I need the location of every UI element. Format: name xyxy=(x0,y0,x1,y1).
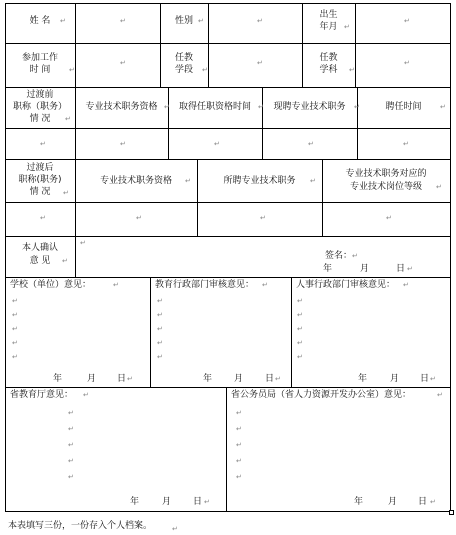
paragraph-mark: ↵ xyxy=(204,498,210,506)
paragraph-mark: ↵ xyxy=(352,252,358,260)
subject-field[interactable] xyxy=(356,44,450,87)
after-header-grade-line2: 专业技术岗位等级 xyxy=(349,182,422,192)
after-header-grade-line1: 专业技术职务对应的 xyxy=(345,169,427,179)
paragraph-mark: ↵ xyxy=(236,409,242,417)
paragraph-mark: ↵ xyxy=(69,66,75,74)
hr-admin-opinion-day: 日 xyxy=(420,374,430,384)
paragraph-mark: ↵ xyxy=(127,375,133,383)
birth-label-line1: 出生 xyxy=(319,10,338,20)
edu-admin-opinion-field[interactable] xyxy=(151,292,291,387)
province-edu-year: 年 xyxy=(130,497,140,507)
school-opinion-label: 学校（单位）意见： xyxy=(10,280,92,290)
paragraph-mark: ↵ xyxy=(185,177,191,185)
before-header-current-post: 现聘专业技术职务 xyxy=(273,102,346,112)
hr-admin-opinion-field[interactable] xyxy=(292,292,450,387)
paragraph-mark: ↵ xyxy=(68,409,74,417)
paragraph-mark: ↵ xyxy=(236,457,242,465)
confirm-month-label: 月 xyxy=(360,264,370,274)
work-start-field[interactable] xyxy=(76,44,160,87)
paragraph-mark: ↵ xyxy=(120,140,126,148)
province-edu-day: 日 xyxy=(193,497,203,507)
paragraph-mark: ↵ xyxy=(344,23,350,31)
paragraph-mark: ↵ xyxy=(275,375,281,383)
paragraph-mark: ↵ xyxy=(404,59,410,67)
paragraph-mark: ↵ xyxy=(258,103,264,111)
paragraph-mark: ↵ xyxy=(198,17,204,25)
paragraph-mark: ↵ xyxy=(297,325,303,333)
before-label-line2: 职称（职务） xyxy=(12,102,67,112)
paragraph-mark: ↵ xyxy=(164,103,170,111)
before-label-line1: 过渡前 xyxy=(26,90,54,100)
paragraph-mark: ↵ xyxy=(260,214,266,222)
before-label-line3: 情 况 xyxy=(29,114,51,124)
school-opinion-year: 年 xyxy=(53,374,63,384)
paragraph-mark: ↵ xyxy=(12,297,18,305)
paragraph-mark: ↵ xyxy=(83,391,89,399)
province-hr-year: 年 xyxy=(354,497,364,507)
confirm-year-label: 年 xyxy=(323,264,333,274)
paragraph-mark: ↵ xyxy=(308,140,314,148)
paragraph-mark: ↵ xyxy=(297,339,303,347)
paragraph-mark: ↵ xyxy=(68,441,74,449)
paragraph-mark: ↵ xyxy=(257,59,263,67)
paragraph-mark: ↵ xyxy=(12,353,18,361)
edu-admin-opinion-day: 日 xyxy=(265,374,275,384)
paragraph-mark: ↵ xyxy=(297,297,303,305)
paragraph-mark: ↵ xyxy=(436,183,442,191)
subject-label-line1: 任教 xyxy=(319,53,338,63)
footer-note: 本表填写三份，一份存入个人档案。 xyxy=(8,521,153,531)
province-edu-opinion-label: 省教育厅意见： xyxy=(10,390,74,400)
hr-admin-opinion-month: 月 xyxy=(390,374,400,384)
signature-label: 签名： xyxy=(325,251,353,261)
paragraph-mark: ↵ xyxy=(407,265,413,273)
paragraph-mark: ↵ xyxy=(310,177,316,185)
paragraph-mark: ↵ xyxy=(65,115,71,123)
paragraph-mark: ↵ xyxy=(440,103,446,111)
province-hr-opinion-label: 省公务员局（省人力资源开发办公室）意见： xyxy=(231,390,412,400)
after-label-line2: 职称(职务) xyxy=(18,175,62,185)
after-label-line1: 过渡后 xyxy=(26,163,54,173)
work-start-label-line1: 参加工作 xyxy=(21,53,58,63)
province-hr-month: 月 xyxy=(388,497,398,507)
paragraph-mark: ↵ xyxy=(62,257,68,265)
school-stage-field[interactable] xyxy=(209,44,302,87)
school-stage-label-line1: 任教 xyxy=(174,53,193,63)
before-header-appointment-date: 聘任时间 xyxy=(385,102,422,112)
paragraph-mark: ↵ xyxy=(236,425,242,433)
paragraph-mark: ↵ xyxy=(236,441,242,449)
paragraph-mark: ↵ xyxy=(60,17,66,25)
table-resize-handle[interactable] xyxy=(449,510,454,515)
paragraph-mark: ↵ xyxy=(430,498,436,506)
paragraph-mark: ↵ xyxy=(404,17,410,25)
paragraph-mark: ↵ xyxy=(403,140,409,148)
paragraph-mark: ↵ xyxy=(202,66,208,74)
paragraph-mark: ↵ xyxy=(68,473,74,481)
paragraph-mark: ↵ xyxy=(430,375,436,383)
edu-admin-opinion-year: 年 xyxy=(203,374,213,384)
confirm-day-label: 日 xyxy=(396,264,406,274)
paragraph-mark: ↵ xyxy=(214,140,220,148)
paragraph-mark: ↵ xyxy=(297,311,303,319)
province-hr-day: 日 xyxy=(418,497,428,507)
paragraph-mark: ↵ xyxy=(40,140,46,148)
hr-admin-opinion-year: 年 xyxy=(358,374,368,384)
after-label-line3: 情 况 xyxy=(29,187,51,197)
paragraph-mark: ↵ xyxy=(157,311,163,319)
province-edu-opinion-field[interactable] xyxy=(6,402,226,511)
paragraph-mark: ↵ xyxy=(80,239,86,247)
confirm-label-line2: 意 见 xyxy=(29,256,51,266)
name-label: 姓 名 xyxy=(29,16,51,26)
paragraph-mark: ↵ xyxy=(157,325,163,333)
paragraph-mark: ↵ xyxy=(120,17,126,25)
paragraph-mark: ↵ xyxy=(12,339,18,347)
paragraph-mark: ↵ xyxy=(136,214,142,222)
after-header-qualification: 专业技术职务资格 xyxy=(99,176,172,186)
paragraph-mark: ↵ xyxy=(120,59,126,67)
paragraph-mark: ↵ xyxy=(68,457,74,465)
work-start-label-line2: 时 间 xyxy=(29,65,51,75)
paragraph-mark: ↵ xyxy=(172,525,178,533)
gender-label: 性别 xyxy=(174,16,193,26)
province-hr-opinion-field[interactable] xyxy=(227,402,450,511)
paragraph-mark: ↵ xyxy=(386,214,392,222)
paragraph-mark: ↵ xyxy=(262,281,268,289)
paragraph-mark: ↵ xyxy=(157,353,163,361)
paragraph-mark: ↵ xyxy=(403,281,409,289)
paragraph-mark: ↵ xyxy=(40,214,46,222)
paragraph-mark: ↵ xyxy=(12,325,18,333)
edu-admin-opinion-label: 教育行政部门审核意见： xyxy=(155,280,255,290)
paragraph-mark: ↵ xyxy=(349,66,355,74)
confirm-opinion-field[interactable] xyxy=(76,237,450,277)
paragraph-mark: ↵ xyxy=(157,339,163,347)
paragraph-mark: ↵ xyxy=(63,189,69,197)
paragraph-mark: ↵ xyxy=(297,353,303,361)
school-opinion-field[interactable] xyxy=(6,292,150,387)
paragraph-mark: ↵ xyxy=(12,311,18,319)
after-header-appointed-post: 所聘专业技术职务 xyxy=(223,176,296,186)
birth-date-field[interactable] xyxy=(356,4,450,43)
paragraph-mark: ↵ xyxy=(68,425,74,433)
paragraph-mark: ↵ xyxy=(113,281,119,289)
edu-admin-opinion-month: 月 xyxy=(234,374,244,384)
province-edu-month: 月 xyxy=(162,497,172,507)
paragraph-mark: ↵ xyxy=(257,17,263,25)
confirm-label-line1: 本人确认 xyxy=(21,243,58,253)
paragraph-mark: ↵ xyxy=(437,391,443,399)
school-stage-label-line2: 学段 xyxy=(174,65,193,75)
subject-label-line2: 学科 xyxy=(319,65,338,75)
before-header-qualification: 专业技术职务资格 xyxy=(85,102,158,112)
paragraph-mark: ↵ xyxy=(236,473,242,481)
name-field[interactable] xyxy=(76,4,160,43)
birth-label-line2: 年月 xyxy=(319,22,338,32)
hr-admin-opinion-label: 人事行政部门审核意见： xyxy=(296,280,396,290)
paragraph-mark: ↵ xyxy=(157,297,163,305)
gender-field[interactable] xyxy=(209,4,302,43)
school-opinion-month: 月 xyxy=(87,374,97,384)
before-header-qualification-date: 取得任职资格时间 xyxy=(178,102,251,112)
school-opinion-day: 日 xyxy=(117,374,127,384)
paragraph-mark: ↵ xyxy=(354,103,360,111)
